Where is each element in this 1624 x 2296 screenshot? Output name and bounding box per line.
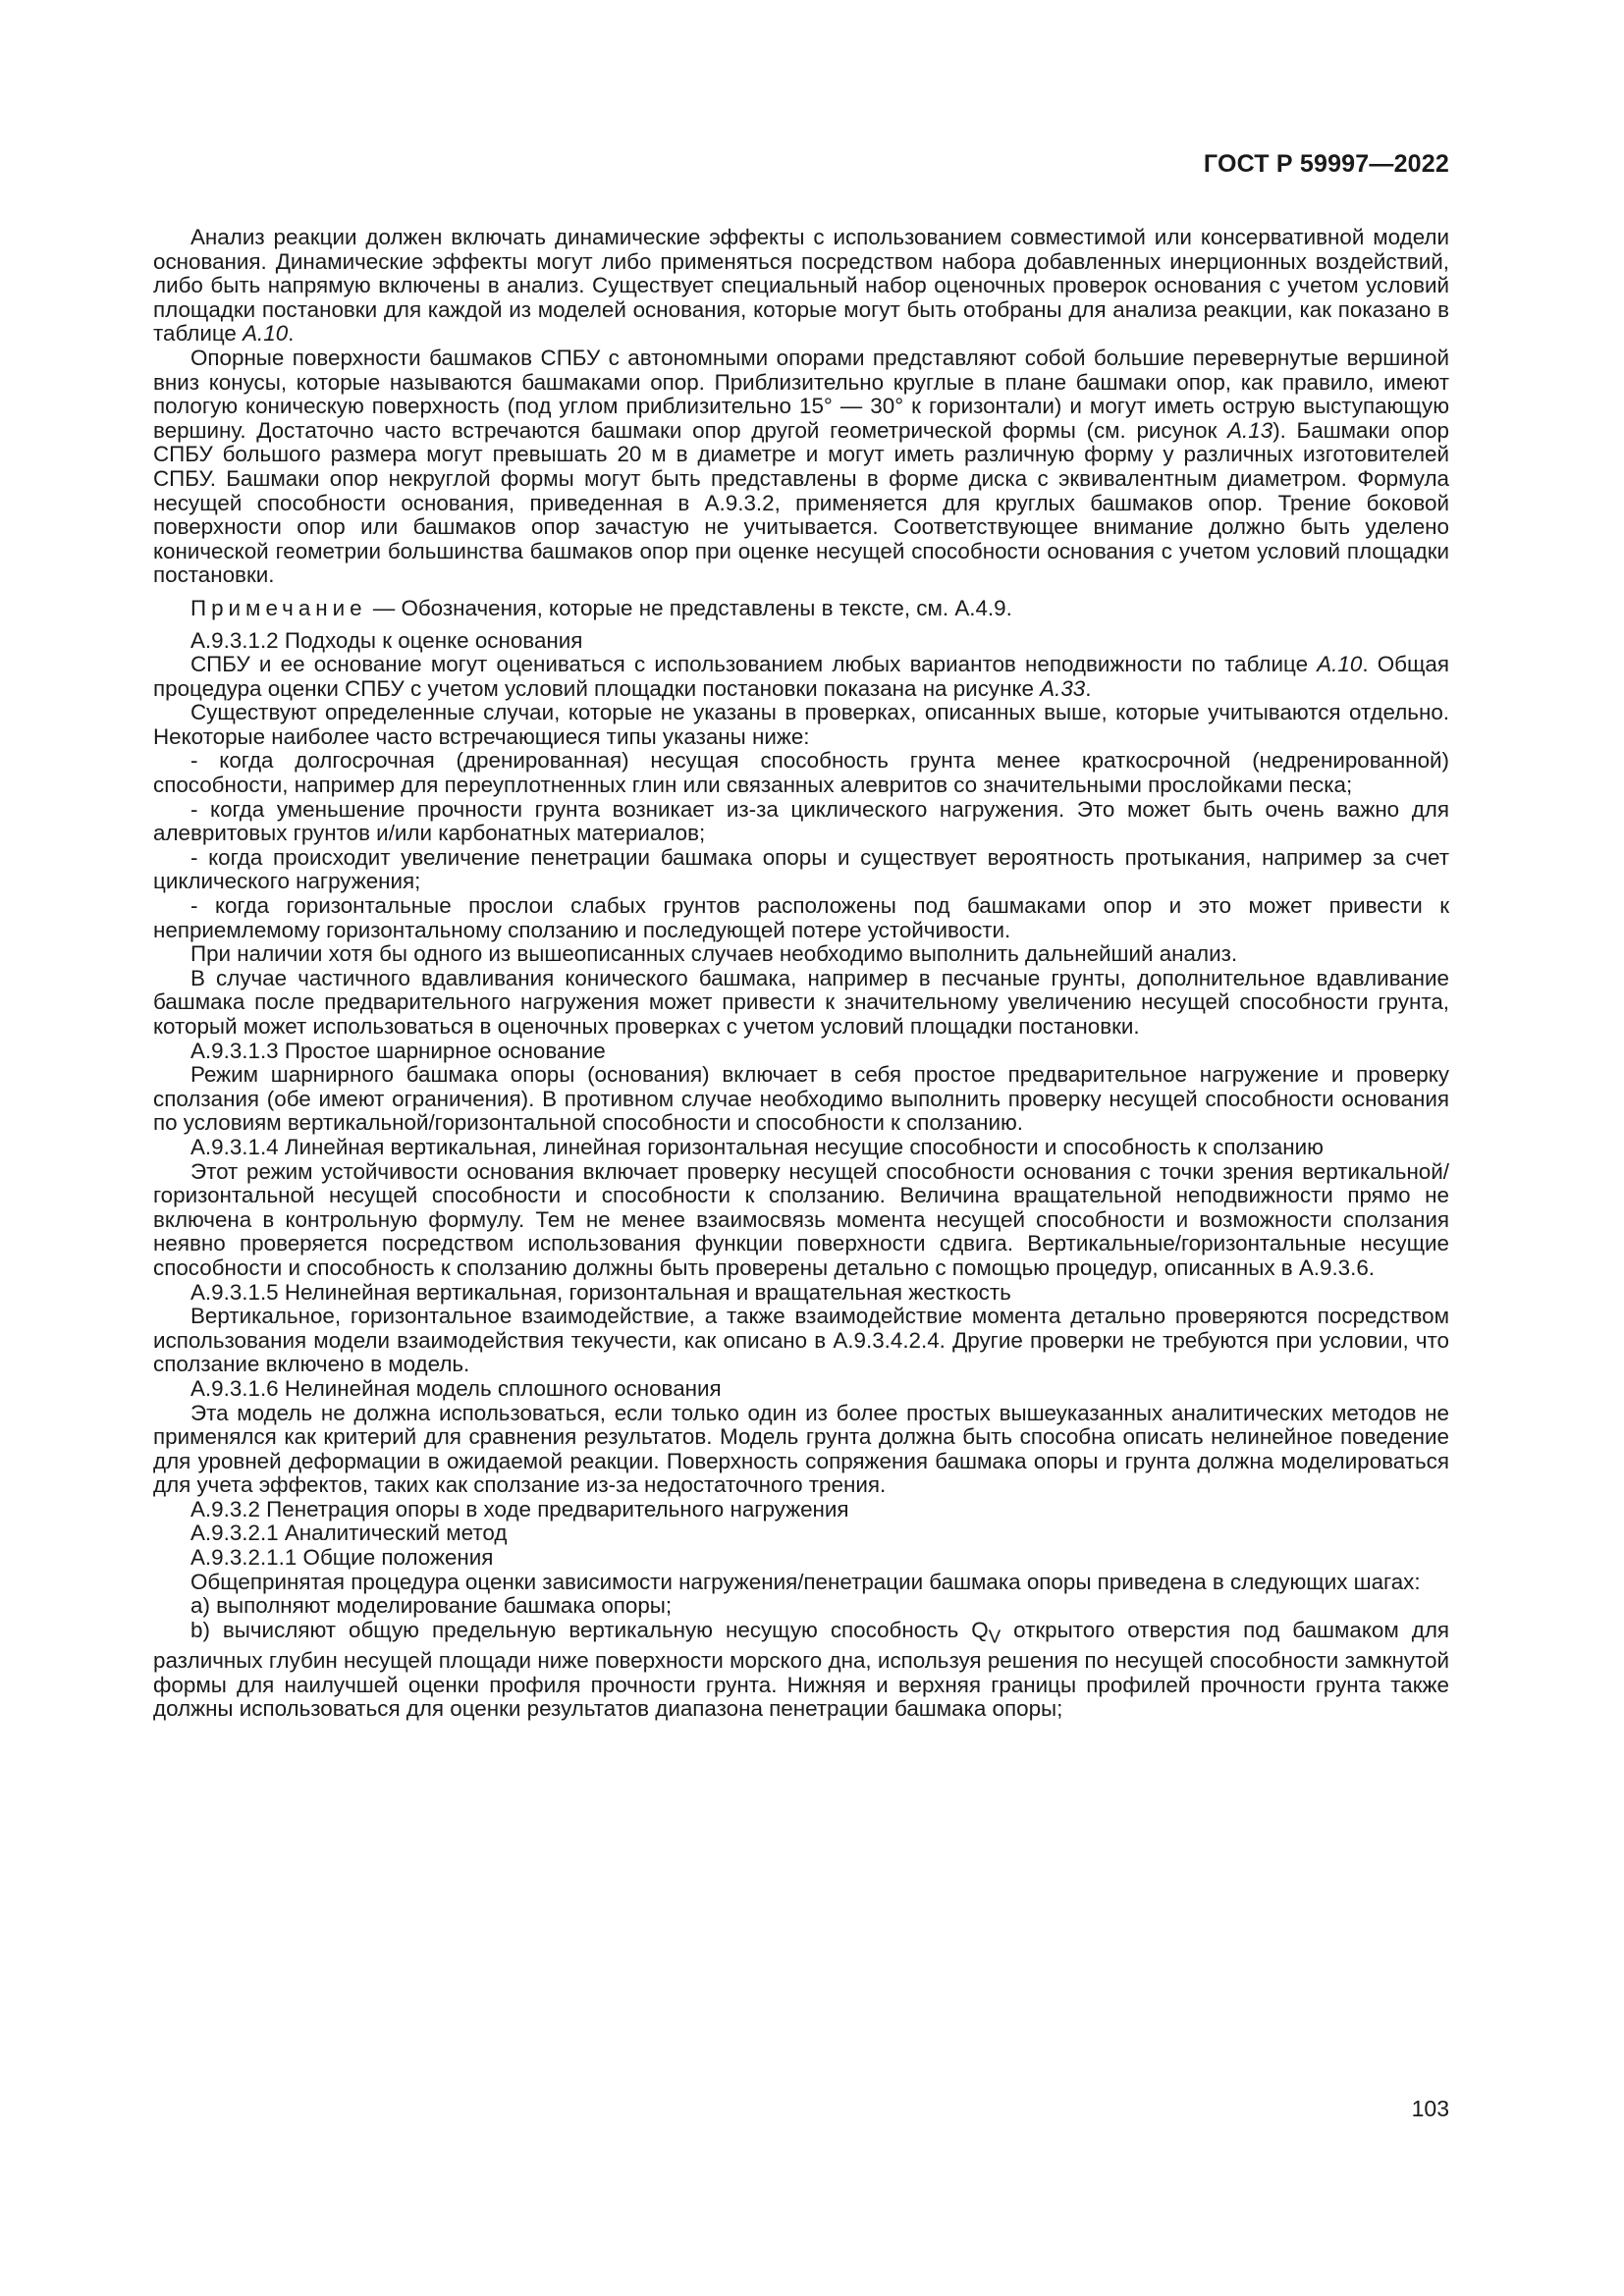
subsection-heading: А.9.3.1.6 Нелинейная модель сплошного основания: [190, 1375, 722, 1401]
list-item: - когда горизонтальные прослои слабых грунтов расположены под башмаками опор и это может привести к неприемлемому горизонтальному сползанию и последующей потере устойчивости.: [153, 893, 1449, 942]
paragraph: Этот режим устойчивости основания включает проверку несущей способности основания с точки зрения вертикальной/горизонтальной несущей способности и способности к сползанию. Величина вращательной неподвижности прямо не включена в контрольную формулу. Тем не менее взаимосвязь момента несущей способности и возможности сползания неявно проверяется посредством использования функции поверхности сдвига. Вертикальные/горизонтальные несущие способности и способность к сползанию должны быть проверены детально с помощью процедур, описанных в А.9.3.6.: [153, 1158, 1449, 1280]
paragraph: При наличии хотя бы одного из вышеописанных случаев необходимо выполнить дальнейший анализ.: [190, 941, 1238, 967]
paragraph: Вертикальное, горизонтальное взаимодействие, а также взаимодействие момента детально проверяются посредством использования модели взаимодействия текучести, как описано в А.9.3.4.2.4. Другие проверки не требуются при условии, что сползание включено в модель.: [153, 1304, 1449, 1377]
list-item: - когда уменьшение прочности грунта возникает из-за циклического нагружения. Это может быть очень важно для алевритовых грунтов и/или карбонатных материалов;: [153, 796, 1449, 846]
standard-designation: ГОСТ Р 59997—2022: [1203, 150, 1449, 178]
subsection-heading: А.9.3.2.1 Аналитический метод: [190, 1521, 508, 1546]
subsection-heading: А.9.3.2.1.1 Общие положения: [190, 1545, 494, 1571]
paragraph: Опорные поверхности башмаков СПБУ с автономными опорами представляют собой большие перевернутые вершиной вниз конусы, которые называются башмаками опор. Приблизительно круглые в плане башмаки опор, как правило, имеют пологую коническую поверхность (под углом приблизительно 15° — 30° к горизонтали) и могут иметь острую выступающую вершину. Достаточно часто встречаются башмаки опор другой геометрической формы (см. рисунок А.13). Башмаки опор СПБУ большого размера могут превышать 20 м в диаметре и могут иметь различную форму у различных изготовителей СПБУ. Башмаки опор некруглой формы могут быть представлены в форме диска с эквивалентным диаметром. Формула несущей способности основания, приведенная в А.9.3.2, применяется для круглых башмаков опор. Трение боковой поверхности опор или башмаков опор зачастую не учитывается. Соответствующее внимание должно быть уделено конической геометрии большинства башмаков опор при оценке несущей способности основания с учетом условий площадки постановки.: [153, 345, 1449, 588]
document-body: [153, 226, 1449, 1722]
subsection-heading: А.9.3.1.4 Линейная вертикальная, линейная горизонтальная несущие способности и способность к сползанию: [190, 1134, 1324, 1159]
paragraph: Анализ реакции должен включать динамические эффекты с использованием совместимой или консервативной модели основания. Динамические эффекты могут либо применяться посредством набора добавленных инерционных воздействий, либо быть напрямую включены в анализ. Существует специальный набор оценочных проверок основания с учетом условий площадки постановки для каждой из моделей основания, которые могут быть отобраны для анализа реакции, как показано в таблице А.10.: [153, 225, 1449, 347]
note: Примечание — Обозначения, которые не представлены в тексте, см. А.4.9.: [190, 595, 1012, 620]
list-item: - когда долгосрочная (дренированная) несущая способность грунта менее краткосрочной (недренированной) способности, например для переуплотненных глин или связанных алевритов со значительными прослойками песка;: [153, 748, 1449, 798]
subsection-heading: А.9.3.1.2 Подходы к оценке основания: [190, 627, 583, 653]
list-item: а) выполняют моделирование башмака опоры;: [190, 1593, 673, 1619]
paragraph: Общепринятая процедура оценки зависимости нагружения/пенетрации башмака опоры приведена в следующих шагах:: [190, 1569, 1421, 1594]
list-item: - когда происходит увеличение пенетрации башмака опоры и существует вероятность протыкания, например за счет циклического нагружения;: [153, 844, 1449, 894]
page-number: 103: [1411, 2096, 1449, 2121]
paragraph: В случае частичного вдавливания конического башмака, например в песчаные грунты, дополнительное вдавливание башмака после предварительного нагружения может привести к значительному увеличению несущей способности грунта, который может использоваться в оценочных проверках с учетом условий площадки постановки.: [153, 965, 1449, 1039]
subsection-heading: А.9.3.1.5 Нелинейная вертикальная, горизонтальная и вращательная жесткость: [190, 1279, 1011, 1305]
paragraph: СПБУ и ее основание могут оцениваться с использованием любых вариантов неподвижности по таблице А.10. Общая процедура оценки СПБУ с учетом условий площадки постановки показана на рисунке А.33.: [153, 652, 1449, 701]
subsection-heading: А.9.3.1.3 Простое шарнирное основание: [190, 1038, 606, 1063]
paragraph: Существуют определенные случаи, которые не указаны в проверках, описанных выше, которые учитываются отдельно. Некоторые наиболее часто встречающиеся типы указаны ниже:: [153, 700, 1449, 749]
paragraph: Эта модель не должна использоваться, если только один из более простых вышеуказанных аналитических методов не применялся как критерий для сравнения результатов. Модель грунта должна быть способна описать нелинейное поведение для уровней деформации в ожидаемой реакции. Поверхность сопряжения башмака опоры и грунта должна моделироваться для учета эффектов, таких как сползание из-за недостаточного трения.: [153, 1400, 1449, 1498]
subsection-heading: А.9.3.2 Пенетрация опоры в ходе предварительного нагружения: [190, 1496, 849, 1522]
paragraph: Режим шарнирного башмака опоры (основания) включает в себя простое предварительное нагружение и проверку сползания (обе имеют ограничения). В противном случае необходимо выполнить проверку несущей способности основания по условиям вертикальной/горизонтальной способности и способности к сползанию.: [153, 1062, 1449, 1136]
list-item: b) вычисляют общую предельную вертикальную несущую способность $Q_V$ открытого отверстия под башмаком для различных глубин несущей площади ниже поверхности морского дна, используя решения по несущей способности замкнутой формы для наилучшей оценки профиля прочности грунта. Нижняя и верхняя границы профилей прочности грунта также должны использоваться для оценки результатов диапазона пенетрации башмака опоры;: [153, 1617, 1450, 1722]
